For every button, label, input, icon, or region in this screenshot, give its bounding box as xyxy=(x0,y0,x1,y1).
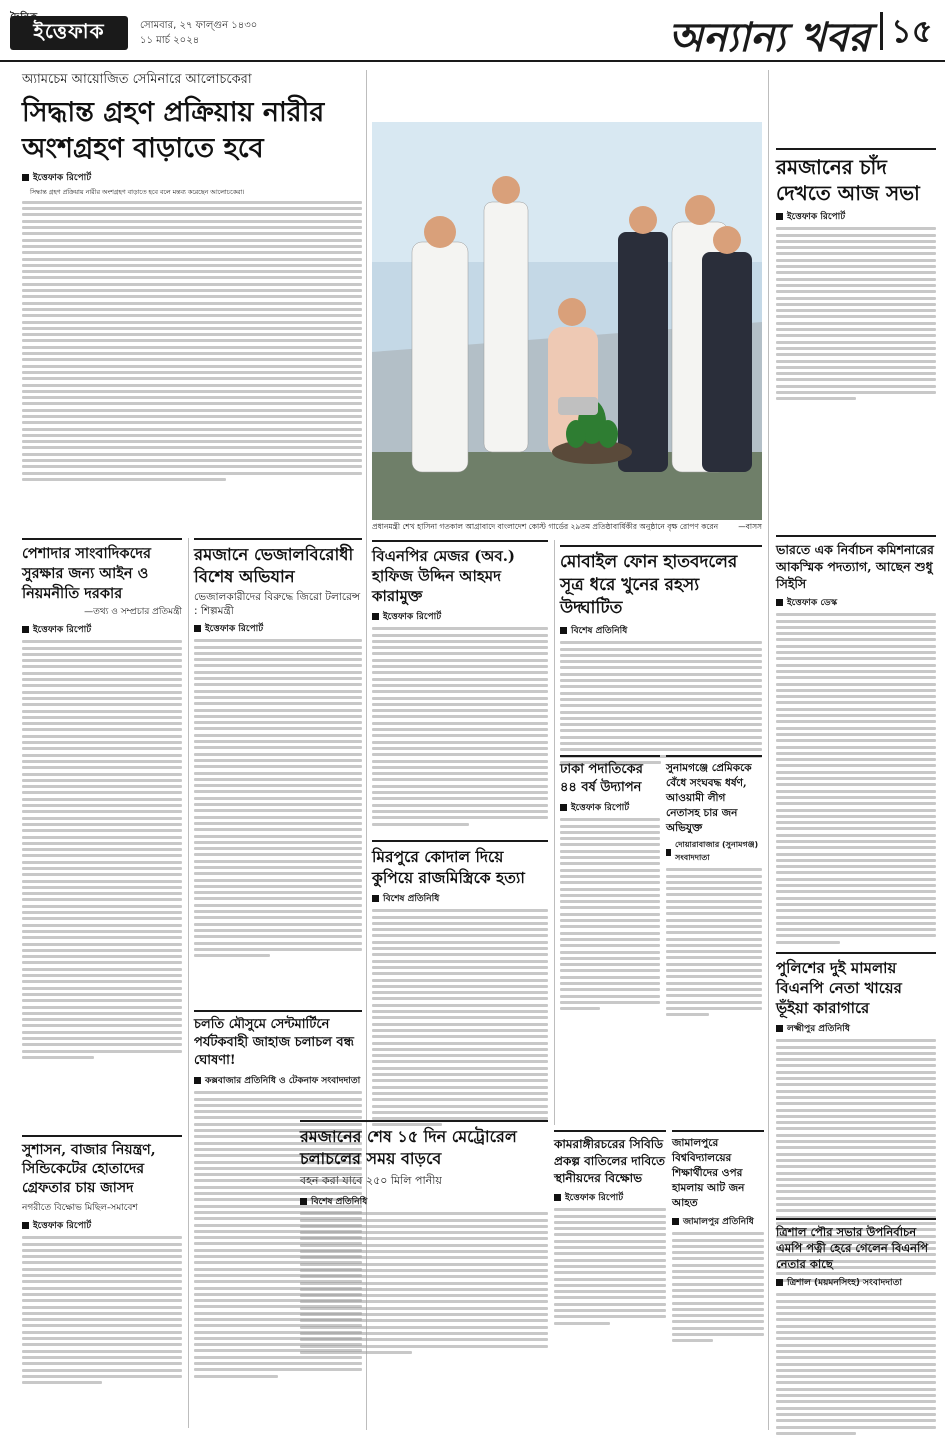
kamrangirchar-byline: ইত্তেফাক রিপোর্ট xyxy=(554,1190,666,1205)
date-bangla: সোমবার, ২৭ ফাল্গুন ১৪৩০ xyxy=(140,20,258,31)
stmartin-headline[interactable]: চলতি মৌসুমে সেন্টমার্টিনে পর্যটকবাহী জাহাজ চলাচল বন্ধ ঘোষণা! xyxy=(194,1017,354,1068)
trishal-story[interactable] xyxy=(776,1218,936,1438)
masthead xyxy=(0,0,945,62)
bnp-cases-headline[interactable]: পুলিশের দুই মামলায় বিএনপি নেতা খায়ের ভূঁইয়া কারাগারে xyxy=(776,959,902,1017)
square-bullet-icon xyxy=(372,895,379,902)
trishal-byline: ত্রিশাল (ময়মনসিংহ) সংবাদদাতা xyxy=(776,1275,936,1290)
square-bullet-icon xyxy=(776,1279,783,1286)
ramadan-drive-byline: ইত্তেফাক রিপোর্ট xyxy=(194,621,362,636)
square-bullet-icon xyxy=(22,1222,29,1229)
dhaka-headline[interactable]: ঢাকা পদাতিকের ৪৪ বর্ষ উদ্যাপন xyxy=(560,762,643,795)
mirpur-body-lines xyxy=(372,909,548,1126)
major-byline: ইত্তেফাক রিপোর্ট xyxy=(372,609,548,624)
journalists-sub: —তথ্য ও সম্প্রচার প্রতিমন্ত্রী xyxy=(84,607,182,617)
sunamganj-story[interactable] xyxy=(666,755,762,1019)
square-bullet-icon xyxy=(372,613,379,620)
metro-story[interactable] xyxy=(300,1120,548,1357)
dhaka-body-lines xyxy=(560,818,660,1010)
mobile-body-lines xyxy=(560,641,762,764)
square-bullet-icon xyxy=(194,625,201,632)
square-bullet-icon xyxy=(560,627,567,634)
mobile-story[interactable] xyxy=(560,545,762,767)
photo-caption xyxy=(372,522,762,532)
square-bullet-icon xyxy=(672,1218,679,1225)
metro-sub: বহন করা যাবে ২৫০ মিলি পানীয় xyxy=(300,1174,442,1187)
governance-headline[interactable]: সুশাসন, বাজার নিয়ন্ত্রণ, সিন্ডিকেটের হোতাদের গ্রেফতার চায় জাসদ xyxy=(22,1142,156,1196)
square-bullet-icon xyxy=(776,213,783,220)
page-number: ১৫ xyxy=(880,12,933,50)
major-headline[interactable]: বিএনপির মেজর (অব.) হাফিজ উদ্দিন আহমদ কারামুক্ত xyxy=(372,547,516,605)
governance-sub: নগরীতে বিক্ষোভ মিছিল-সমাবেশ xyxy=(22,1203,138,1213)
major-story[interactable] xyxy=(372,540,548,829)
trishal-headline[interactable]: ত্রিশাল পৌর সভার উপনির্বাচন এমপি পত্নী হেরে গেলেন বিএনপি নেতার কাছে xyxy=(776,1225,929,1271)
mobile-headline[interactable]: মোবাইল ফোন হাতবদলের সূত্র ধরে খুনের রহস্য উদ্ঘাটিত xyxy=(560,552,738,618)
square-bullet-icon xyxy=(22,174,29,181)
metro-headline[interactable]: রমজানের শেষ ১৫ দিন মেট্রোরেল চলাচলের সময় বাড়বে xyxy=(300,1127,517,1168)
stmartin-byline: কক্সবাজার প্রতিনিধি ও টেকনাফ সংবাদদাতা xyxy=(194,1073,362,1088)
square-bullet-icon xyxy=(300,1198,307,1205)
lead-intro: সিদ্ধান্ত গ্রহণ প্রক্রিয়ায় নারীর অংশগ্রহণ বাড়াতে হবে বলে মন্তব্য করেছেন আলোচকেরা। xyxy=(30,189,245,196)
section-title: অন্যান্য খবর xyxy=(668,14,870,61)
governance-story[interactable] xyxy=(22,1135,182,1387)
square-bullet-icon xyxy=(194,1077,201,1084)
square-bullet-icon xyxy=(776,1025,783,1032)
caption-text: প্রধানমন্ত্রী শেখ হাসিনা গতকাল আগ্রাবাদে বাংলাদেশ কোস্ট গার্ডের ২৯তম প্রতিষ্ঠাবার্ষিকীর অনুষ্ঠানে বৃক্ষ রোপণ করেন xyxy=(372,522,719,531)
governance-byline: ইত্তেফাক রিপোর্ট xyxy=(22,1218,182,1233)
column-rule xyxy=(768,70,769,1430)
journalists-byline: ইত্তেফাক রিপোর্ট xyxy=(22,622,182,637)
newspaper-logo[interactable]: ইত্তেফাক xyxy=(10,16,128,50)
trishal-body-lines xyxy=(776,1293,936,1435)
square-bullet-icon xyxy=(22,626,29,633)
sunamganj-body-lines xyxy=(666,868,762,1016)
front-photo[interactable] xyxy=(372,122,762,520)
mirpur-byline: বিশেষ প্রতিনিধি xyxy=(372,891,548,906)
mirpur-headline[interactable]: মিরপুরে কোদাল দিয়ে কুপিয়ে রাজমিস্ত্রিকে হত্যা xyxy=(372,847,525,887)
dhaka-story[interactable] xyxy=(560,755,660,1014)
ramadan-drive-story[interactable] xyxy=(194,538,362,960)
lead-headline[interactable]: সিদ্ধান্ত গ্রহণ প্রক্রিয়ায় নারীর অংশগ্রহণ বাড়াতে হবে xyxy=(22,97,325,164)
square-bullet-icon xyxy=(666,849,671,856)
tree-planting-photo xyxy=(372,122,762,520)
bnp-cases-byline: লক্ষ্মীপুর প্রতিনিধি xyxy=(776,1021,936,1036)
column-rule xyxy=(554,540,555,1125)
moon-story[interactable] xyxy=(776,148,936,404)
square-bullet-icon xyxy=(554,1194,561,1201)
issue-date xyxy=(140,18,257,48)
dhaka-byline: ইত্তেফাক রিপোর্ট xyxy=(560,800,660,815)
major-body-lines xyxy=(372,627,548,825)
india-byline: ইত্তেফাক ডেস্ক xyxy=(776,595,936,610)
lead-body xyxy=(22,188,362,198)
journalists-body-lines xyxy=(22,640,182,1059)
kamrangirchar-story[interactable] xyxy=(554,1130,666,1328)
lead-body-lines xyxy=(22,201,362,481)
mirpur-story[interactable] xyxy=(372,840,548,1130)
kamrangirchar-body-lines xyxy=(554,1208,666,1324)
moon-body-lines xyxy=(776,227,936,400)
journalists-headline[interactable]: পেশাদার সাংবাদিকদের সুরক্ষার জন্য আইন ও নিয়মনীতি দরকার xyxy=(22,545,151,602)
lead-kicker: অ্যামচেম আয়োজিত সেমিনারে আলোচকেরা xyxy=(22,72,252,87)
ramadan-drive-body-lines xyxy=(194,639,362,957)
square-bullet-icon xyxy=(776,599,783,606)
jamalpur-story[interactable] xyxy=(672,1130,764,1346)
governance-body-lines xyxy=(22,1236,182,1384)
metro-body-lines xyxy=(300,1212,548,1354)
lead-story[interactable] xyxy=(22,70,362,484)
kamrangirchar-headline[interactable]: কামরাঙ্গীরচরের সিবিডি প্রকল্প বাতিলের দাবিতে স্থানীয়দের বিক্ষোভ xyxy=(554,1137,665,1185)
date-english: ১১ মার্চ ২০২৪ xyxy=(140,35,200,46)
sunamganj-headline[interactable]: সুনামগঞ্জে প্রেমিককে বেঁধে সংঘবদ্ধ ধর্ষণ, আওয়ামী লীগ নেতাসহ চার জন অভিযুক্ত xyxy=(666,762,752,834)
moon-byline: ইত্তেফাক রিপোর্ট xyxy=(776,209,936,224)
ramadan-drive-headline[interactable]: রমজানে ভেজালবিরোধী বিশেষ অভিযান xyxy=(194,545,354,586)
jamalpur-headline[interactable]: জামালপুরে বিশ্ববিদ্যালয়ের শিক্ষার্থীদের ওপর হামলায় আট জন আহত xyxy=(672,1137,745,1209)
jamalpur-body-lines xyxy=(672,1232,764,1342)
ramadan-drive-sub: ভেজালকারীদের বিরুদ্ধে জিরো টলারেন্স : শিল্পমন্ত্রী xyxy=(194,591,361,617)
sunamganj-byline: দোয়ারাবাজার (সুনামগঞ্জ) সংবাদদাতা xyxy=(666,839,762,865)
journalists-story[interactable] xyxy=(22,538,182,1062)
india-body-lines xyxy=(776,613,936,943)
square-bullet-icon xyxy=(560,804,567,811)
india-story[interactable] xyxy=(776,535,936,947)
photo-credit: —বাসস xyxy=(738,522,762,531)
moon-headline[interactable]: রমজানের চাঁদ দেখতে আজ সভা xyxy=(776,155,920,205)
column-rule xyxy=(188,538,189,1428)
india-headline[interactable]: ভারতে এক নির্বাচন কমিশনারের আকস্মিক পদত্যাগ, আছেন শুধু সিইসি xyxy=(776,542,934,591)
metro-byline: বিশেষ প্রতিনিধি xyxy=(300,1194,548,1209)
lead-byline: ইত্তেফাক রিপোর্ট xyxy=(22,170,362,185)
mobile-byline: বিশেষ প্রতিনিধি xyxy=(560,623,762,638)
jamalpur-byline: জামালপুর প্রতিনিধি xyxy=(672,1214,764,1229)
